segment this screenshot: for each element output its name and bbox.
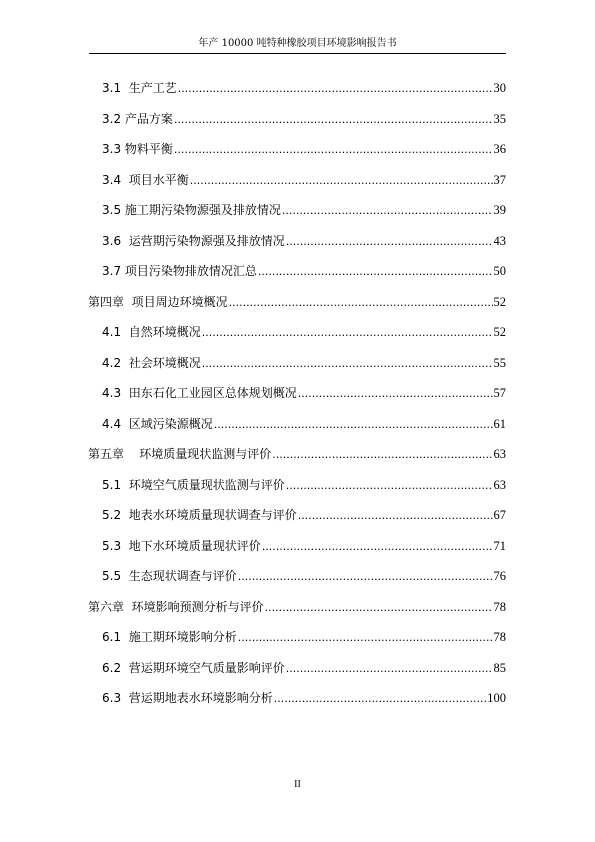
toc-section-entry[interactable]: [88, 78, 506, 109]
toc-chapter-entry[interactable]: [88, 444, 506, 475]
page-header-title: 年产 10000 吨特种橡胶项目环境影响报告书: [198, 38, 397, 49]
toc-dot-leader: [286, 235, 493, 249]
toc-entry-label: 5.3 地下水环境质量现状评价: [102, 538, 261, 553]
toc-section-entry[interactable]: [88, 688, 506, 719]
toc-entry-label: 3.5 施工期污染物源强及排放情况: [102, 203, 281, 217]
toc-entry-page: 71: [493, 538, 506, 553]
toc-entry-label: 6.1 施工期环境影响分析: [102, 630, 237, 644]
toc-section-entry[interactable]: [88, 536, 506, 567]
page-number: II: [294, 779, 301, 790]
toc-dot-leader: [202, 357, 493, 371]
toc-entry-label: 3.6 运营期污染物源强及排放情况: [102, 233, 285, 248]
toc-entry-page: 63: [493, 477, 506, 492]
toc-dot-leader: [265, 601, 493, 615]
toc-entry-label: 3.1 生产工艺: [102, 81, 177, 95]
toc-entry-label: 4.2 社会环境概况: [102, 355, 201, 370]
toc-entry-page: 63: [493, 447, 506, 461]
toc-section-entry[interactable]: [88, 261, 506, 292]
toc-chapter-entry[interactable]: [88, 292, 506, 323]
header-divider: [89, 53, 506, 54]
toc-entry-label: 5.1 环境空气质量现状监测与评价: [102, 477, 285, 492]
toc-entry-label: 4.4 区域污染源概况: [102, 416, 213, 431]
toc-entry-label: 3.7 项目污染物排放情况汇总: [102, 264, 257, 278]
toc-entry-page: 50: [493, 264, 506, 278]
toc-entry-page: 67: [493, 508, 506, 522]
toc-dot-leader: [298, 509, 493, 523]
toc-entry-label: 6.3 营运期地表水环境影响分析: [102, 691, 273, 705]
toc-entry-label: 3.2 产品方案: [102, 111, 173, 126]
toc-section-entry[interactable]: [88, 322, 506, 353]
toc-dot-leader: [214, 418, 493, 432]
toc-dot-leader: [238, 570, 493, 584]
toc-dot-leader: [238, 631, 493, 645]
toc-section-entry[interactable]: [88, 200, 506, 231]
toc-entry-page: 78: [493, 599, 506, 614]
toc-dot-leader: [286, 479, 493, 493]
toc-entry-label: 4.3 田东石化工业园区总体规划概况: [102, 386, 297, 400]
toc-dot-leader: [178, 82, 493, 96]
toc-entry-page: 37: [493, 172, 506, 187]
toc-entry-label: 第六章 环境影响预测分析与评价: [88, 599, 264, 614]
toc-entry-page: 36: [493, 142, 506, 156]
toc-dot-leader: [229, 296, 493, 310]
toc-section-entry[interactable]: [88, 231, 506, 262]
toc-section-entry[interactable]: [88, 566, 506, 597]
toc-entry-page: 43: [493, 233, 506, 248]
toc-dot-leader: [272, 448, 492, 462]
toc-dot-leader: [282, 204, 493, 218]
toc-entry-label: 4.1 自然环境概况: [102, 325, 201, 339]
toc-section-entry[interactable]: [88, 658, 506, 689]
toc-dot-leader: [174, 113, 493, 127]
table-of-contents: [88, 78, 506, 719]
toc-section-entry[interactable]: [88, 627, 506, 658]
toc-entry-page: 85: [493, 660, 506, 675]
toc-entry-page: 30: [493, 81, 506, 95]
toc-dot-leader: [258, 265, 493, 279]
toc-entry-page: 57: [493, 386, 506, 400]
toc-dot-leader: [262, 540, 493, 554]
toc-dot-leader: [286, 662, 493, 676]
toc-section-entry[interactable]: [88, 383, 506, 414]
toc-entry-label: 6.2 营运期环境空气质量影响评价: [102, 660, 285, 675]
toc-entry-page: 52: [493, 294, 506, 309]
toc-entry-label: 第五章 环境质量现状监测与评价: [88, 447, 272, 461]
toc-section-entry[interactable]: [88, 170, 506, 201]
toc-entry-label: 第四章 项目周边环境概况: [88, 294, 228, 309]
toc-dot-leader: [190, 174, 493, 188]
toc-entry-label: 3.4 项目水平衡: [102, 172, 189, 187]
toc-entry-page: 61: [493, 416, 506, 431]
toc-entry-page: 35: [493, 111, 506, 126]
toc-chapter-entry[interactable]: [88, 597, 506, 628]
toc-section-entry[interactable]: [88, 475, 506, 506]
toc-section-entry[interactable]: [88, 139, 506, 170]
toc-entry-page: 78: [493, 630, 506, 644]
toc-section-entry[interactable]: [88, 353, 506, 384]
toc-entry-label: 5.2 地表水环境质量现状调查与评价: [102, 508, 297, 522]
toc-section-entry[interactable]: [88, 505, 506, 536]
toc-entry-page: 76: [493, 569, 506, 583]
toc-entry-label: 5.5 生态现状调查与评价: [102, 569, 237, 583]
toc-section-entry[interactable]: [88, 414, 506, 445]
toc-entry-page: 52: [493, 325, 506, 339]
toc-dot-leader: [274, 692, 487, 706]
toc-dot-leader: [174, 143, 493, 157]
toc-dot-leader: [202, 326, 493, 340]
toc-entry-page: 55: [493, 355, 506, 370]
toc-dot-leader: [298, 387, 493, 401]
toc-entry-page: 100: [487, 691, 506, 705]
toc-entry-label: 3.3 物料平衡: [102, 142, 173, 156]
toc-entry-page: 39: [493, 203, 506, 217]
toc-section-entry[interactable]: [88, 109, 506, 140]
